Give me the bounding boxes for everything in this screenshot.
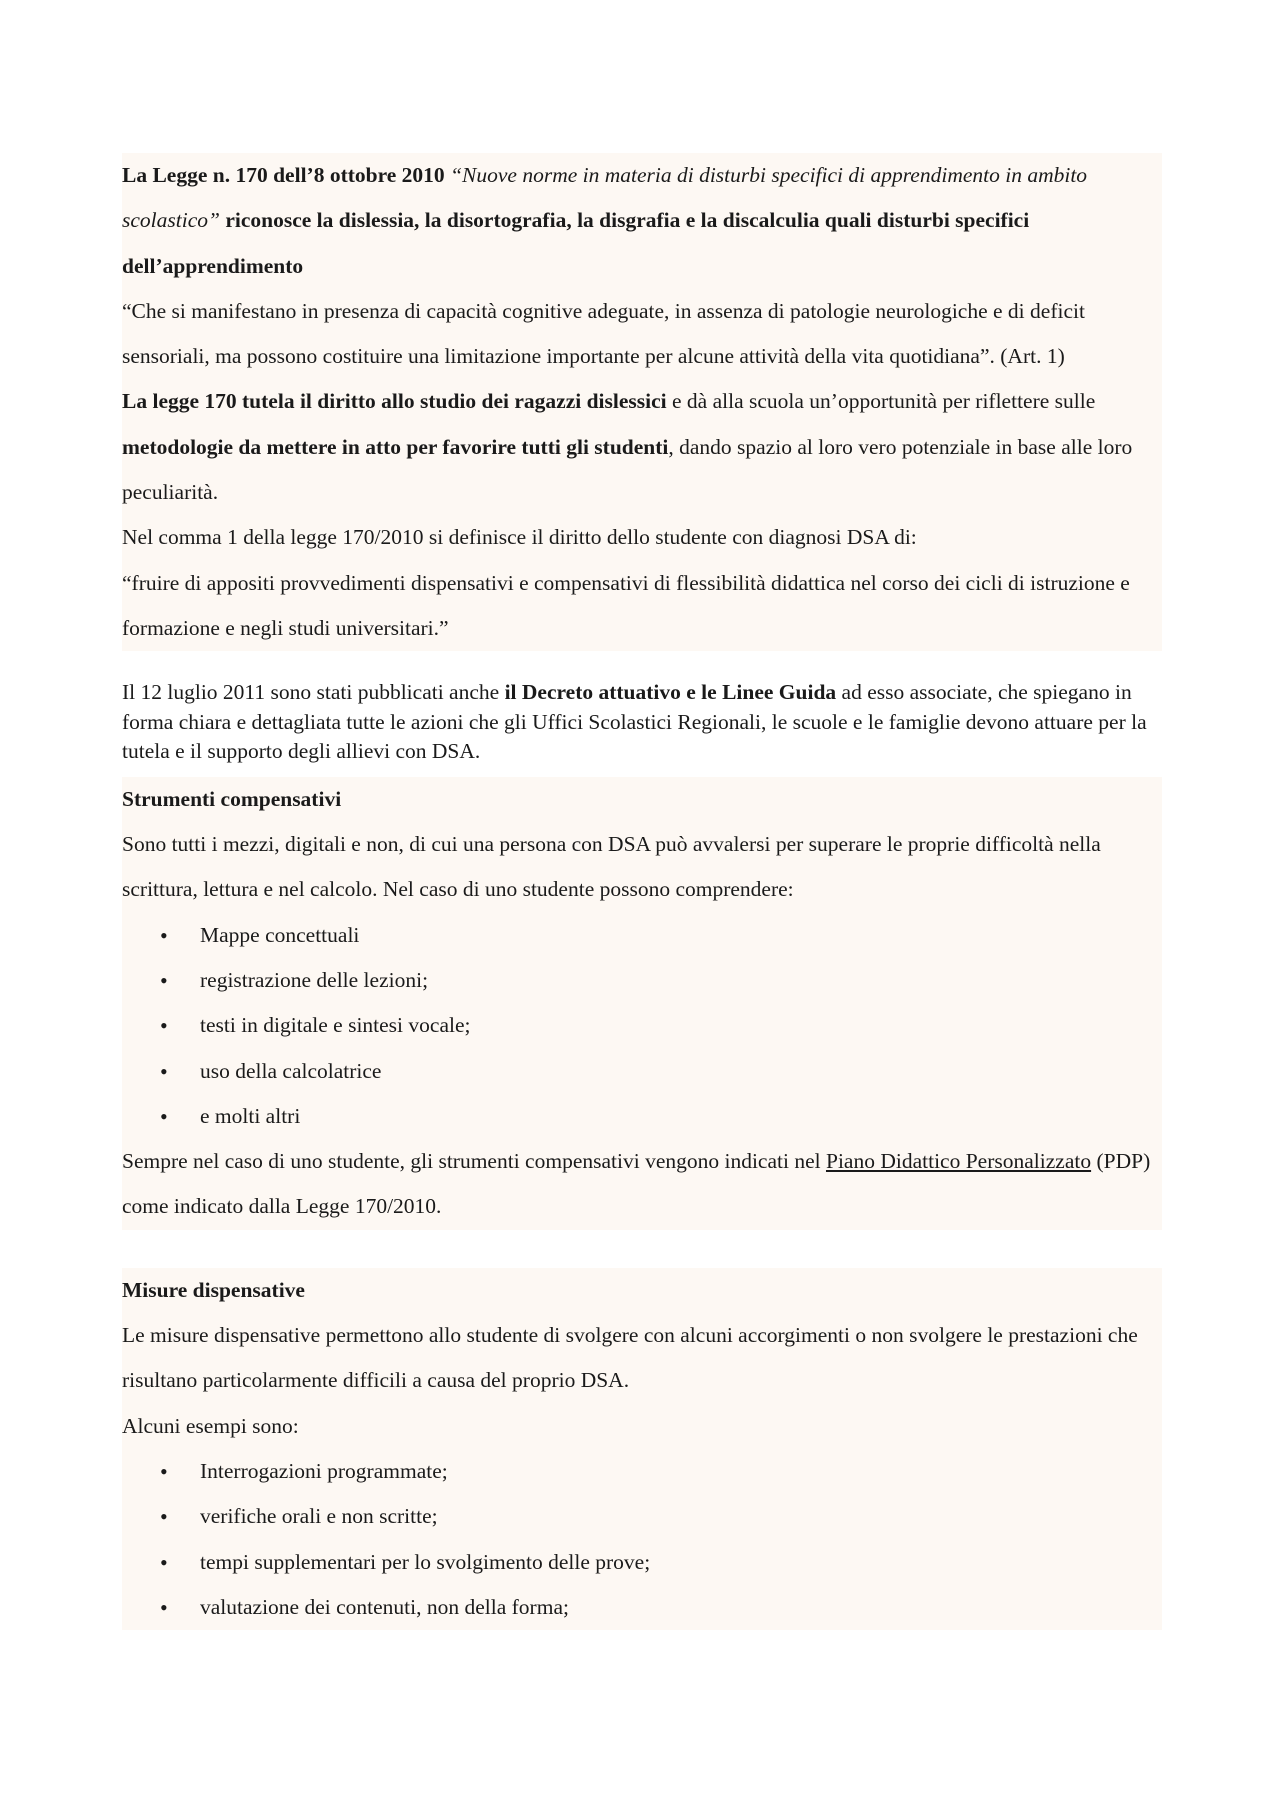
decree-paragraph: [122, 678, 1162, 767]
decree-section: [122, 678, 1162, 767]
compensative-outro-text-1: Sempre nel caso di uno studente, gli strumenti compensativi vengono indicati nel: [122, 1149, 826, 1174]
dispensative-heading: [122, 1268, 1162, 1313]
examples-label: Alcuni esempi sono:: [122, 1413, 299, 1438]
decree-text-2: ad esso associate, che spiegano in forma chiara e dettagliata tutte le azioni che gli Uffici Scolastici Regionali, le scuole e le famiglie devono attuare per la tutela e il supporto degli allievi con DSA.: [122, 680, 1147, 764]
compensative-list: [122, 913, 1162, 1139]
compensative-intro: Sono tutti i mezzi, digitali e non, di cui una persona con DSA può avvalersi per superare le proprie difficoltà nella scrittura, lettura e nel calcolo. Nel caso di uno studente possono comprendere:: [122, 832, 1101, 902]
list-item: • Interrogazioni programmate;: [122, 1449, 1162, 1494]
dispensative-list: [122, 1449, 1162, 1630]
compensative-heading: [122, 777, 1162, 822]
dispensative-intro: Le misure dispensative permettono allo studente di svolgere con alcuni accorgimenti o non svolgere le prestazioni che risultano particolarmente difficili a causa del proprio DSA.: [122, 1323, 1138, 1393]
dispensative-heading-text: Misure dispensative: [122, 1277, 305, 1302]
list-item: • testi in digitale e sintesi vocale;: [122, 1003, 1162, 1048]
compensative-outro-text-2: (PDP) come indicato dalla Legge 170/2010.: [122, 1149, 1151, 1219]
law-intro-paragraph: [122, 153, 1162, 289]
law-recognition: riconosce la dislessia, la disortografia, la disgrafia e la discalculia quali disturbi specifici dell’apprendimento: [122, 208, 1030, 278]
law-quote-paragraph: “Che si manifestano in presenza di capacità cognitive adeguate, in assenza di patologie neurologiche e di deficit sensoriali, ma possono costituire una limitazione importante per alcune attività della vita quotidiana”. (Art. 1): [122, 298, 1085, 369]
list-item: • uso della calcolatrice: [122, 1049, 1162, 1094]
decree-bold: il Decreto attuativo e le Linee Guida: [504, 680, 837, 705]
list-item: • registrazione delle lezioni;: [122, 958, 1162, 1003]
compensative-section: [122, 777, 1162, 1230]
document-page: [122, 153, 1162, 1630]
law-protection-text: e dà alla scuola un’opportunità per riflettere sulle: [666, 389, 1096, 414]
law-title: La Legge n. 170 dell’8 ottobre 2010: [122, 163, 445, 187]
decree-text-1: Il 12 luglio 2011 sono stati pubblicati anche: [122, 680, 505, 705]
law-subtitle: “Nuove norme in materia di disturbi specifici di apprendimento in ambito scolastico”: [122, 163, 1088, 233]
compensative-heading-text: Strumenti compensativi: [122, 786, 342, 811]
list-item: • verifiche orali e non scritte;: [122, 1494, 1162, 1539]
law-protection-paragraph: [122, 379, 1162, 515]
law-potential-text: , dando spazio al loro vero potenziale in base alle loro peculiarità.: [122, 434, 1133, 505]
pdp-link[interactable]: Piano Didattico Personalizzato: [825, 1149, 1092, 1174]
comma-quote-paragraph: “fruire di appositi provvedimenti dispensativi e compensativi di flessibilità didattica nel corso dei cicli di istruzione e formazione e negli studi universitari.”: [122, 570, 1130, 640]
comma-paragraph: Nel comma 1 della legge 170/2010 si definisce il diritto dello studente con diagnosi DSA di:: [122, 525, 917, 550]
list-item: • Mappe concettuali: [122, 913, 1162, 958]
dispensative-section: [122, 1268, 1162, 1630]
list-item: • tempi supplementari per lo svolgimento delle prove;: [122, 1540, 1162, 1585]
compensative-outro: [122, 1139, 1162, 1230]
methodologies-bold: metodologie da mettere in atto per favorire tutti gli studenti: [122, 434, 669, 459]
law-protection-bold: La legge 170 tutela il diritto allo studio dei ragazzi dislessici: [122, 389, 667, 414]
list-item: • e molti altri: [122, 1094, 1162, 1139]
list-item: • valutazione dei contenuti, non della forma;: [122, 1585, 1162, 1630]
law-section: [122, 153, 1162, 651]
